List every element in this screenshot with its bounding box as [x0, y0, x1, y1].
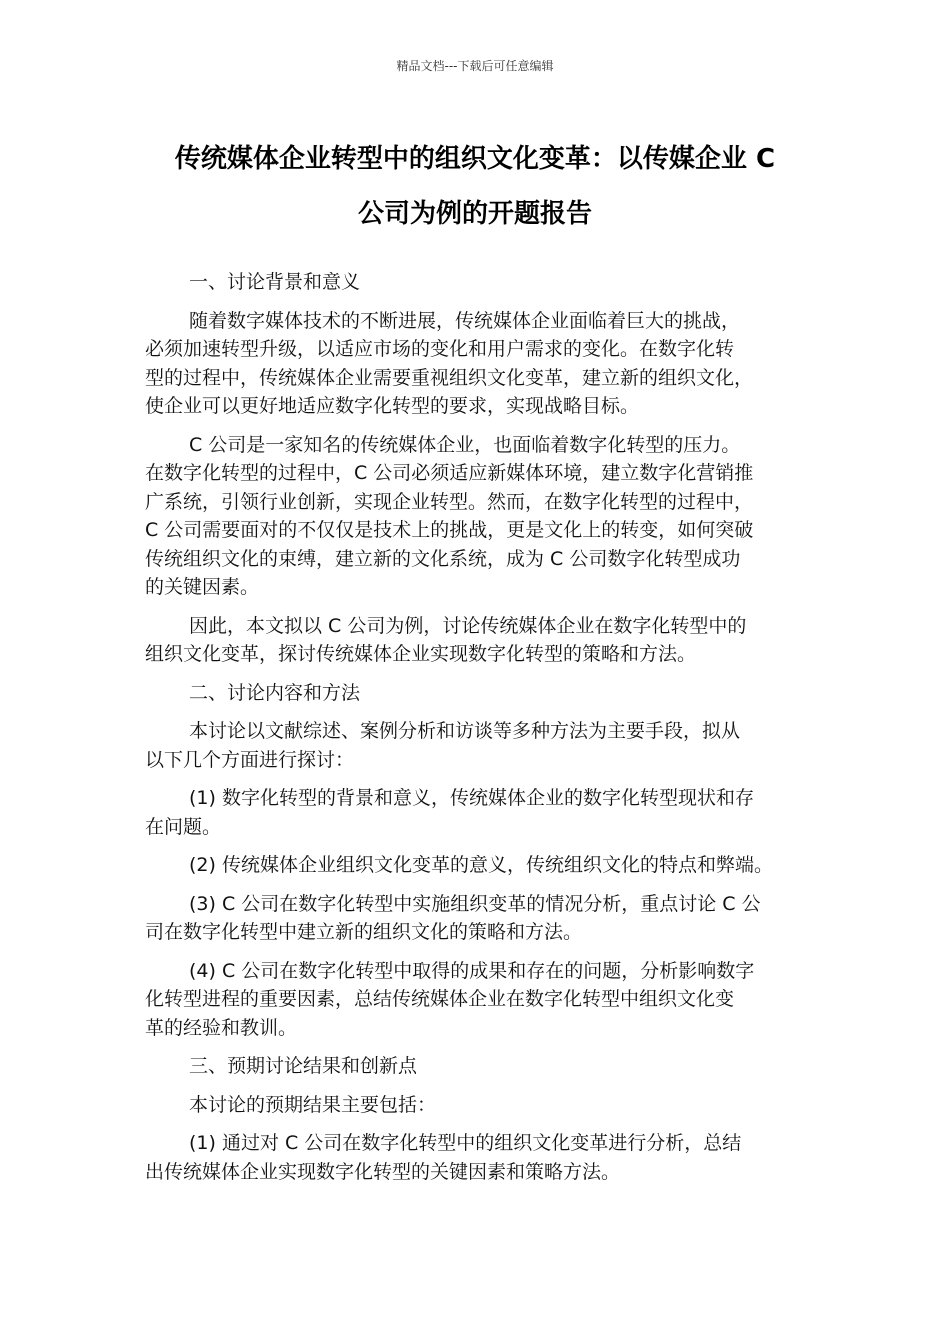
list-item: (1) 数字化转型的背景和意义，传统媒体企业的数字化转型现状和存 在问题。	[145, 787, 754, 838]
title-line-1: 传统媒体企业转型中的组织文化变革：以传媒企业 C	[174, 144, 776, 174]
section-heading-background: 一、讨论背景和意义	[189, 271, 361, 293]
document-title	[130, 132, 820, 242]
section-heading-content-methods: 二、讨论内容和方法	[189, 681, 361, 704]
paragraph: 随着数字媒体技术的不断进展，传统媒体企业面临着巨大的挑战， 必须加速转型升级，以适应市场的变化和用户需求的变化。在数字化转 型的过程中，传统媒体企业需要重视组织文化变革，建立新的组织文化， 使企业可以更好地适应数字化转型的要求，实现战略目标。	[145, 309, 754, 417]
list-item: (1) 通过对 C 公司在数字化转型中的组织文化变革进行分析，总结 出传统媒体企业实现数字化转型的关键因素和策略方法。	[145, 1132, 742, 1183]
section-heading-expected-results: 三、预期讨论结果和创新点	[189, 1055, 418, 1077]
header-note: 精品文档---下载后可任意编辑	[396, 59, 554, 73]
list-item: (4) C 公司在数字化转型中取得的成果和存在的问题，分析影响数字 化转型进程的重要因素，总结传统媒体企业在数字化转型中组织文化变 革的经验和教训。	[145, 959, 755, 1039]
paragraph: 本讨论以文献综述、案例分析和访谈等多种方法为主要手段，拟从 以下几个方面进行探讨：	[145, 720, 741, 771]
document-body	[145, 268, 820, 1196]
list-item: (2) 传统媒体企业组织文化变革的意义，传统组织文化的特点和弊端。	[189, 854, 773, 876]
paragraph: C 公司是一家知名的传统媒体企业，也面临着数字化转型的压力。 在数字化转型的过程中，C 公司必须适应新媒体环境，建立数字化营销推 广系统，引领行业创新，实现企业转型。然而，在数字化转型的过程中， C 公司需要面对的不仅仅是技术上的挑战，更是文化上的转变，如何突破 传统组织文化的束缚，建立新的文化系统，成为 C 公司数字化转型成功 的关键因素。	[145, 433, 754, 598]
list-item: (3) C 公司在数字化转型中实施组织变革的情况分析，重点讨论 C 公 司在数字化转型中建立新的组织文化的策略和方法。	[145, 892, 761, 943]
paragraph: 本讨论的预期结果主要包括：	[189, 1093, 437, 1116]
title-line-2: 公司为例的开题报告	[357, 199, 592, 229]
paragraph: 因此，本文拟以 C 公司为例，讨论传统媒体企业在数字化转型中的 组织文化变革，探讨传统媒体企业实现数字化转型的策略和方法。	[145, 614, 747, 665]
